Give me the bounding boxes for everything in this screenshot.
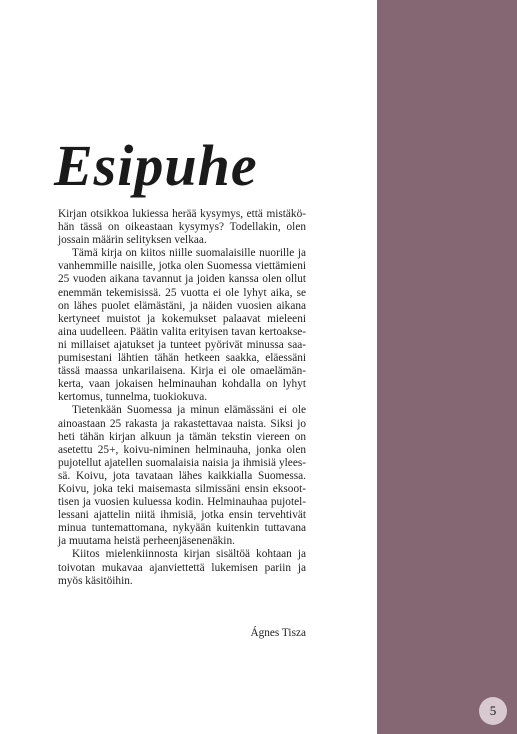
- page-number-badge: [479, 697, 507, 725]
- sidebar-color-band: [377, 0, 517, 734]
- paragraph: Kiitos mielenkiinnosta kirjan sisältöä kohtaan ja toivotan mukavaa ajanviettettä lukemisen pariin ja myös käsitöihin.: [58, 548, 306, 587]
- paragraph: Kirjan otsikkoa lukiessa herää kysymys, että mistäköhän tässä on oikeastaan kysymys? Todellakin, olen jossain määrin selityksen velkaa.: [58, 208, 306, 247]
- author-signature: Ágnes Tisza: [250, 627, 306, 639]
- preface-body: [58, 208, 306, 588]
- page-number: 5: [489, 703, 497, 718]
- paragraph: Tämä kirja on kiitos niille suomalaisille nuorille ja vanhemmille naisille, jotka olen Suomessa viettämieni 25 vuoden aikana tavannut ja joiden kanssa olen ollut enemmän tekemisissä. 25 vuotta ei ole lyhyt aika, se on lähes puolet elämästäni, ja näiden vuosien aikana kertyneet muistot ja kokemukset palaavat mieleeni aina uudelleen. Päätin valita erityisen tavan kertoakseni millaiset ajatukset ja tunteet pyörivät minussa saapumisestani lähtien tähän hetkeen saakka, eläessäni tässä maassa unkarilaisena. Kirja ei ole omaelämänkerta, vaan jokaisen helminauhan kohdalla on lyhyt kertomus, tunnelma, tuokiokuva.: [58, 247, 306, 404]
- paragraph: Tietenkään Suomessa ja minun elämässäni ei ole ainoastaan 25 rakasta ja rakastettavaa naista. Siksi jo heti tähän kirjan alkuun ja tämän tekstin viereen on asetettu 25+, koivu-niminen helminauha, jonka olen pujotellut ajatellen suomalaisia naisia ja ihmisiä yleessä. Koivu, jota tavataan lähes kaikkialla Suomessa. Koivu, joka teki maisemasta silmissäni ensin eksoottisen ja vuosien kuluessa kodin. Helminauhaa pujotellessani ajattelin niitä ihmisiä, jotka ensin tervehtivät minua tuntemattomana, nykyään kuitenkin tuttavana ja muutama heistä perheenjäsenenäkin.: [58, 404, 306, 548]
- page-title: Esipuhe: [54, 132, 258, 198]
